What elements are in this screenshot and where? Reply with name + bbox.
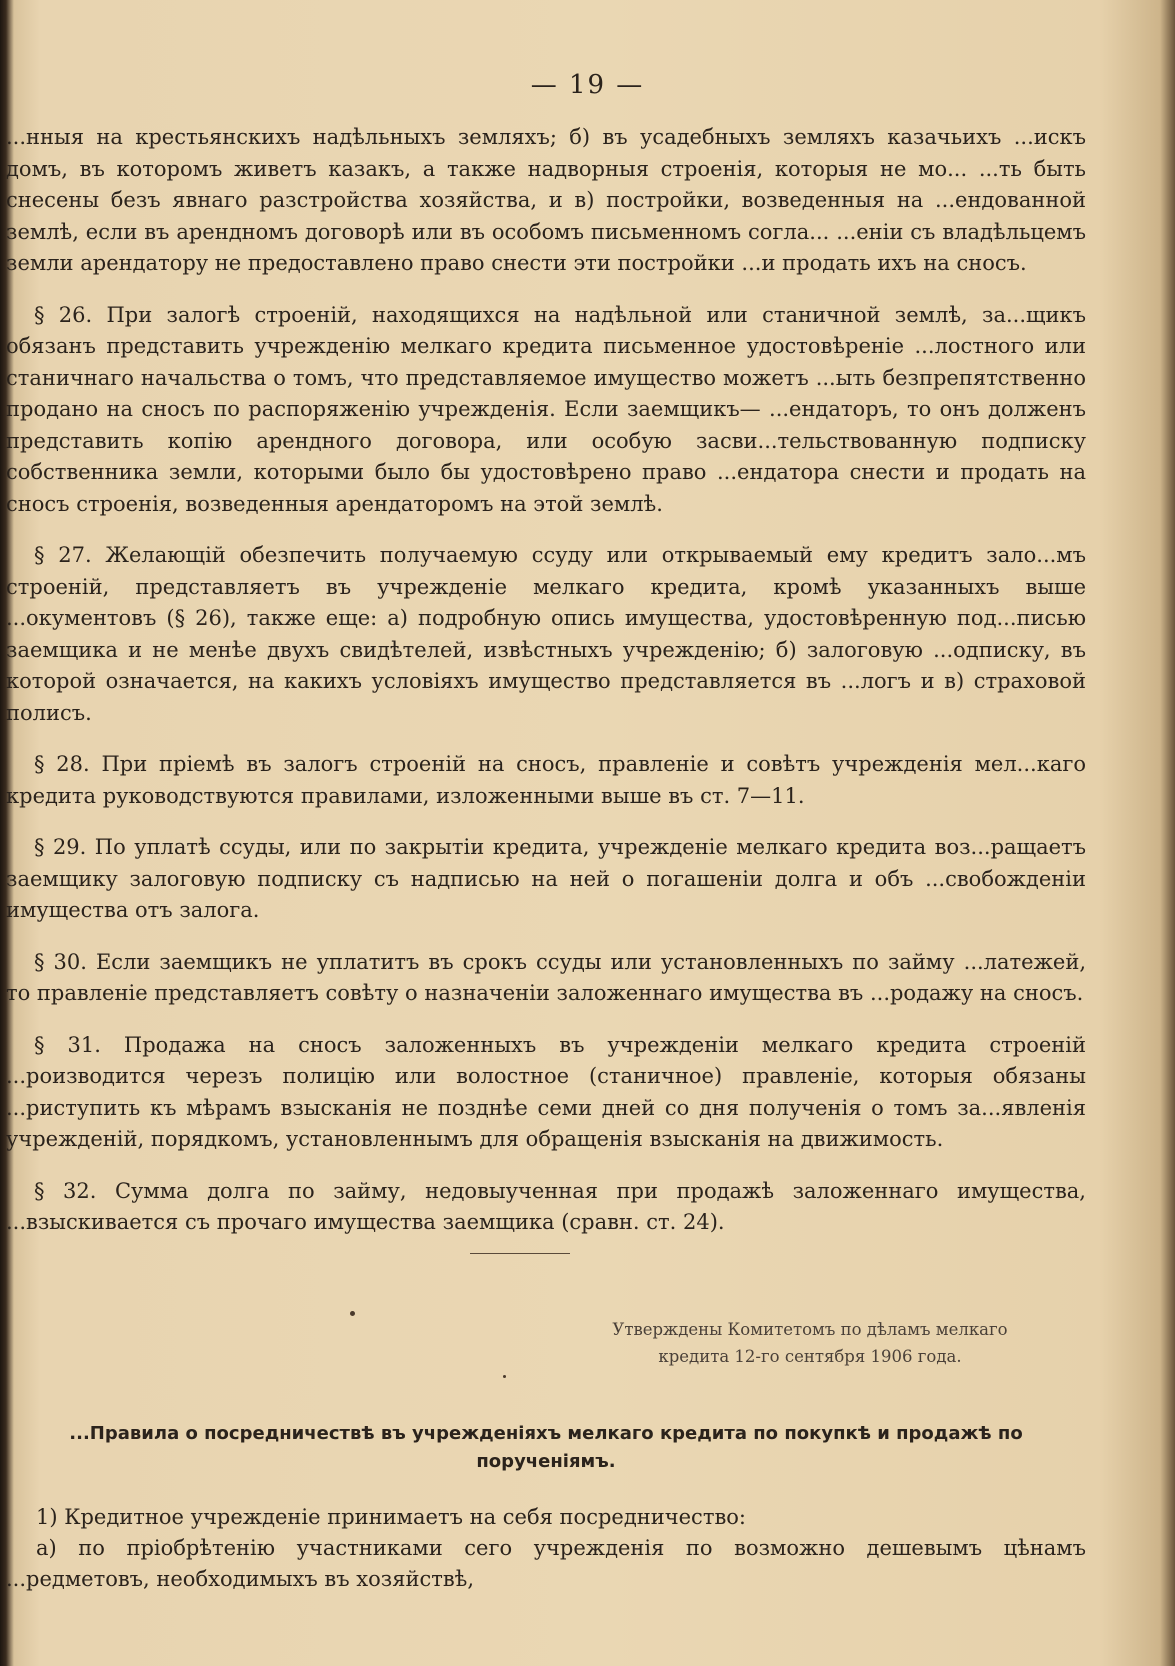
paper-speck [350,1311,355,1316]
page-number: — 19 — [530,70,645,100]
paragraph-section-32: § 32. Сумма долга по займу, недовыученная при продажѣ заложеннаго имущества, ...взыскивается съ прочаго имущества заемщика (сравн. ст. 24). [6,1178,1086,1234]
paragraph-section-28: § 28. При пріемѣ въ залогъ строеній на сносъ, правленіе и совѣтъ учрежденія мел...каго кредита руководствуются правилами, изложенными выше въ ст. 7—11. [6,752,1086,808]
paragraph-section-31: § 31. Продажа на сносъ заложенныхъ въ учрежденіи мелкаго кредита строеній ...роизводится черезъ полицію или волостное (станичное) правленіе, которыя обязаны ...риступить къ мѣрамъ взысканія не позднѣе семи дней со дня полученія о томъ за...явленія учрежденій, порядкомъ, установленнымъ для обращенія взысканія на движимость. [6,1032,1086,1151]
list-item: 1) Кредитное учрежденіе принимаетъ на себя посредничество: [36,1505,746,1529]
section-heading: ...Правила о посредничествѣ въ учрежденіяхъ мелкаго кредита по покупкѣ и продажѣ по порученіямъ. [69,1423,1023,1472]
approval-line-2: кредита 12-го сентября 1906 года. [658,1347,962,1366]
section-divider [470,1253,570,1254]
paragraph-continued: ...нныя на крестьянскихъ надѣльныхъ земляхъ; б) въ усадебныхъ земляхъ казачьихъ ...искъ домъ, въ которомъ живетъ казакъ, а также надворныя строенія, которыя не мо... ...ть быть снесены безъ явнаго разстройства хозяйства, и в) постройки, возведенныя на ...ендованной землѣ, если въ арендномъ договорѣ или въ особомъ письменномъ согла... ...еніи съ владѣльцемъ земли арендатору не предоставлено право снести эти постройки ...и продать ихъ на сносъ. [6,125,1086,275]
paragraph-section-30: § 30. Если заемщикъ не уплатитъ въ срокъ ссуды или установленныхъ по займу ...латежей, то правленіе представляетъ совѣту о назначеніи заложеннаго имущества въ ...родажу на сносъ. [6,949,1086,1005]
rules-list [6,1502,1086,1595]
list-item: а) по пріобрѣтенію участниками сего учрежденія по возможно дешевымъ цѣнамъ ...редметовъ, необходимыхъ въ хозяйствѣ, [6,1536,1086,1591]
paper-speck [503,1375,506,1378]
body-text [6,122,1086,1259]
approval-note [560,1316,1060,1370]
paragraph-section-26: § 26. При залогѣ строеній, находящихся на надѣльной или станичной землѣ, за...щикъ обязанъ представить учрежденію мелкаго кредита письменное удостовѣреніе ...лостного или станичнаго начальства о томъ, что представляемое имущество можетъ ...ыть безпрепятственно продано на сносъ по распоряженію учрежденія. Если заемщикъ— ...ендаторъ, то онъ долженъ представить копію арендного договора, или особую засви...тельствованную подписку собственника земли, которыми было бы удостовѣрено право ...ендатора снести и продать на сносъ строенія, возведенныя арендаторомъ на этой землѣ. [6,302,1086,516]
approval-line-1: Утверждены Комитетомъ по дѣламъ мелкаго [612,1320,1008,1339]
paragraph-section-29: § 29. По уплатѣ ссуды, или по закрытіи кредита, учрежденіе мелкаго кредита воз...ращаетъ заемщику залоговую подписку съ надписью на ней о погашеніи долга и объ ...свобожденіи имущества отъ залога. [6,835,1086,922]
paragraph-section-27: § 27. Желающій обезпечить получаемую ссуду или открываемый ему кредитъ зало...мъ строеній, представляетъ въ учрежденіе мелкаго кредита, кромѣ указанныхъ выше ...окументовъ (§ 26), также еще: а) подробную опись имущества, удостовѣренную под...писью заемщика и не менѣе двухъ свидѣтелей, извѣстныхъ учрежденію; б) залоговую ...одписку, въ которой означается, на какихъ условіяхъ имущество представляется въ ...логъ и в) страховой полисъ. [6,543,1086,725]
